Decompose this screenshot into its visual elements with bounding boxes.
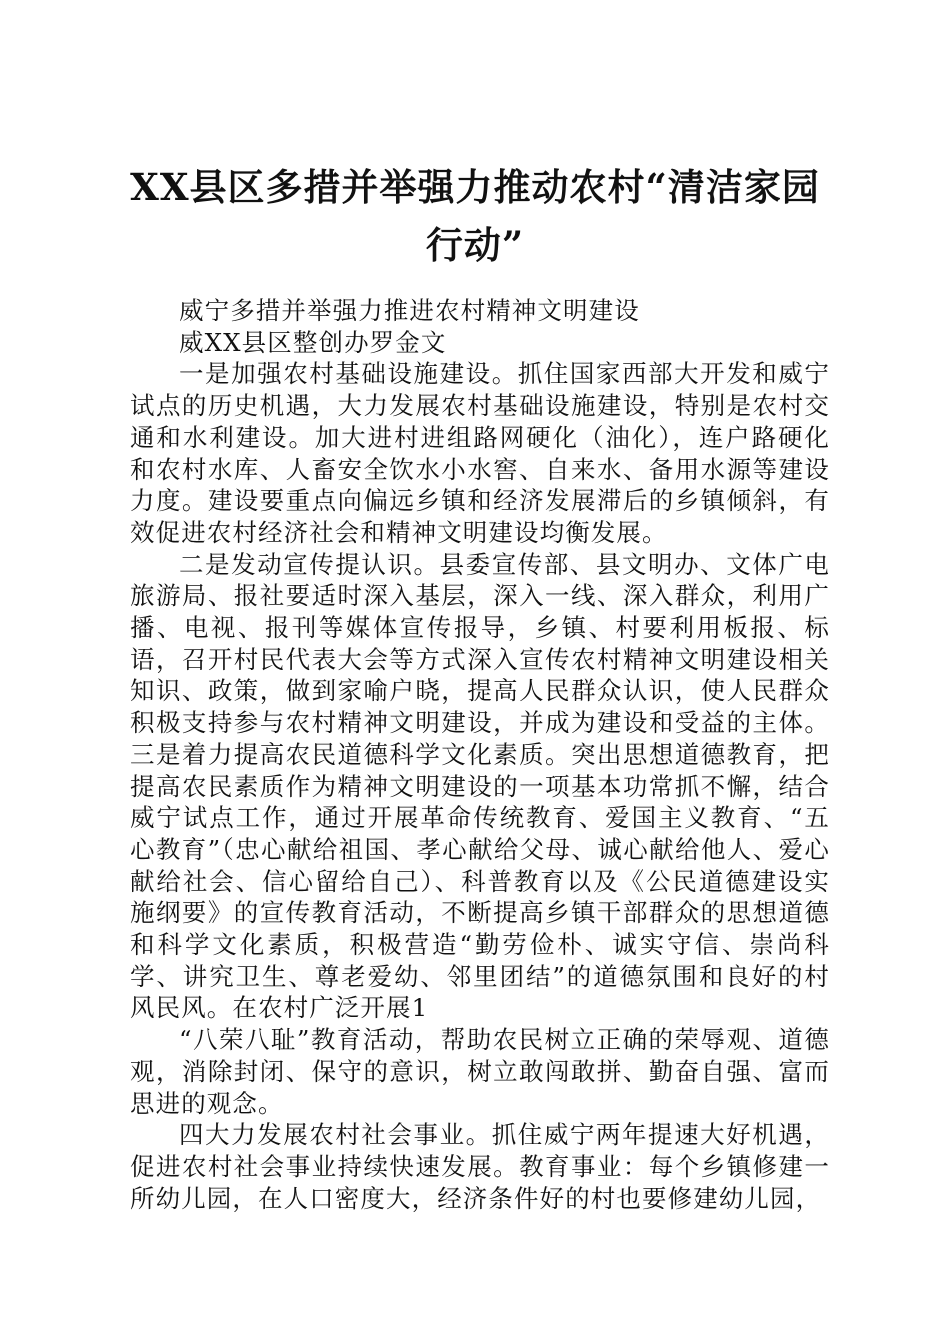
document-title: XX县区多措并举强力推动农村“清洁家园行动” bbox=[130, 165, 820, 267]
paragraph-eight-honors: “八荣八耻”教育活动，帮助农民树立正确的荣辱观、道德观，消除封闭、保守的意识，树立敢闯敢拼、勤奋自强、富而思进的观念。 bbox=[130, 1025, 830, 1118]
paragraph-social-affairs: 四大力发展农村社会事业。抓住威宁两年提速大好机遇，促进农村社会事业持续快速发展。教育事业：每个乡镇修建一所幼儿园，在人口密度大，经济条件好的村也要修建幼儿园， bbox=[130, 1120, 830, 1213]
paragraph-publicity: 二是发动宣传提认识。县委宣传部、县文明办、文体广电旅游局、报社要适时深入基层，深入一线、深入群众，利用广播、电视、报刊等媒体宣传报导，乡镇、村要利用板报、标语，召开村民代表大会等方式深入宣传农村精神文明建设相关知识、政策，做到家喻户晓，提高人民群众认识，使人民群众积极支持参与农村精神文明建设，并成为建设和受益的主体。三是着力提高农民道德科学文化素质。突出思想道德教育，把提高农民素质作为精神文明建设的一项基本功常抓不懈，结合威宁试点工作，通过开展革命传统教育、爱国主义教育、“五心教育”（忠心献给祖国、孝心献给父母、诚心献给他人、爱心献给社会、信心留给自己）、科普教育以及《公民道德建设实施纲要》的宣传教育活动，不断提高乡镇干部群众的思想道德和科学文化素质，积极营造“勤劳俭朴、诚实守信、崇尚科学、讲究卫生、尊老爱幼、邻里团结”的道德氛围和良好的村风民风。在农村广泛开展1 bbox=[130, 549, 830, 1023]
subtitle-line: 威宁多措并举强力推进农村精神文明建设 bbox=[179, 296, 640, 325]
author-line: 威XX县区整创办罗金文 bbox=[179, 327, 447, 357]
document-body bbox=[130, 295, 830, 1214]
paragraph-infrastructure: 一是加强农村基础设施建设。抓住国家西部大开发和威宁试点的历史机遇，大力发展农村基础设施建设，特别是农村交通和水利建设。加大进村进组路网硬化（油化），连户路硬化和农村水库、人畜安全饮水小水窖、自来水、备用水源等建设力度。建设要重点向偏远乡镇和经济发展滞后的乡镇倾斜，有效促进农村经济社会和精神文明建设均衡发展。 bbox=[130, 359, 830, 547]
